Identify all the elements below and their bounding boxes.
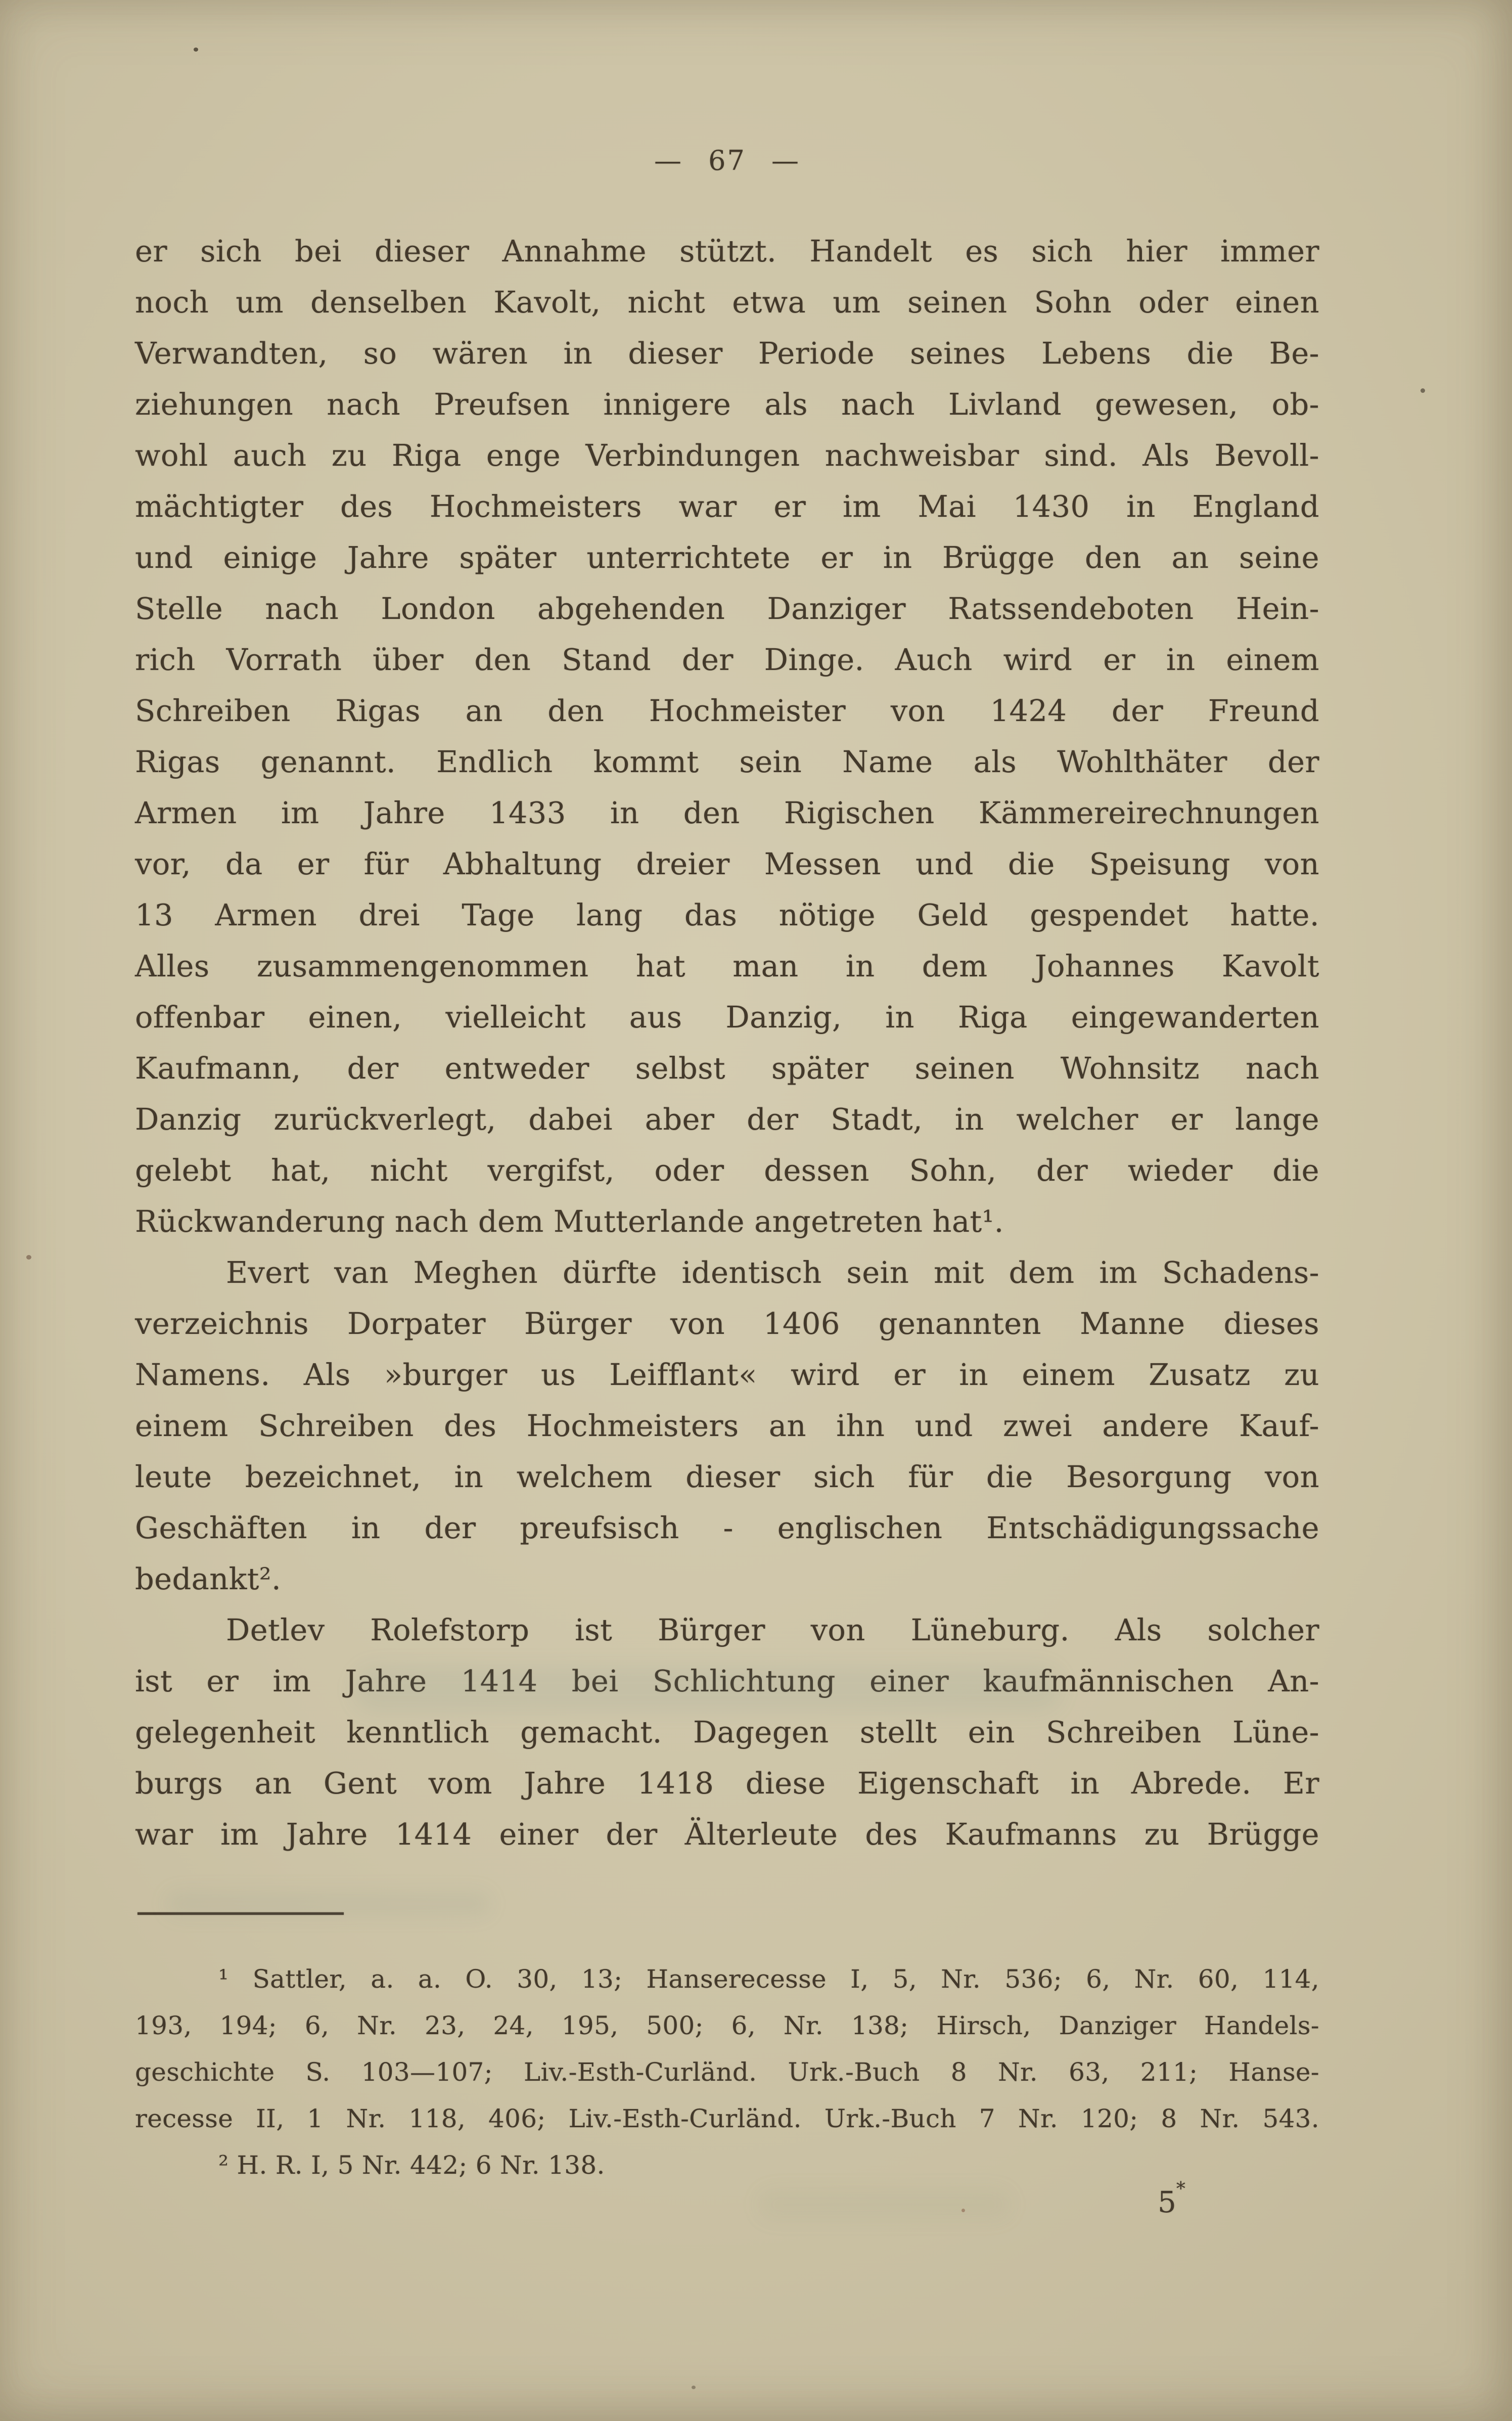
text-line: und einige Jahre später unterrichtete er in Brügge den an seine (135, 540, 1319, 575)
text-line: 13 Armen drei Tage lang das nötige Geld gespendet hatte. (135, 898, 1319, 932)
text-line: recesse II, 1 Nr. 118, 406; Liv.-Esth-Curländ. Urk.-Buch 7 Nr. 120; 8 Nr. 543. (135, 2104, 1319, 2133)
text-line: noch um denselben Kavolt, nicht etwa um seinen Sohn oder einen (135, 285, 1319, 320)
text-line: Kaufmann, der entweder selbst später seinen Wohnsitz nach (135, 1051, 1319, 1086)
text-line: Detlev Rolefstorp ist Bürger von Lüneburg. Als solcher (226, 1612, 1319, 1647)
text-line: leute bezeichnet, in welchem dieser sich für die Besorgung von (135, 1459, 1319, 1494)
text-line: Geschäften in der preufsisch - englischen Entschädigungssache (135, 1510, 1319, 1545)
text-line: Stelle nach London abgehenden Danziger Ratssendeboten Hein- (135, 591, 1319, 626)
text-line: rich Vorrath über den Stand der Dinge. Auch wird er in einem (135, 642, 1319, 677)
text-line: Namens. Als »burger us Leifflant« wird er in einem Zusatz zu (135, 1357, 1319, 1392)
text-line: bedankt². (135, 1561, 282, 1596)
page-number: — 67 — (654, 145, 801, 176)
paper-speck (692, 2386, 696, 2389)
signature-mark (1158, 2174, 1185, 2217)
footnote-separator-rule (138, 1912, 344, 1915)
paper-speck (194, 48, 198, 52)
text-line: ist er im Jahre 1414 bei Schlichtung einer kaufmännischen An- (135, 1664, 1319, 1698)
text-line: offenbar einen, vielleicht aus Danzig, in Riga eingewanderten (135, 1000, 1319, 1035)
paper-speck (26, 1255, 31, 1260)
show-through-stain (758, 2189, 1011, 2220)
footnotes-block (135, 1956, 1319, 2188)
text-line: vor, da er für Abhaltung dreier Messen und die Speisung von (135, 846, 1319, 881)
text-line: Schreiben Rigas an den Hochmeister von 1424 der Freund (135, 693, 1319, 728)
text-line: er sich bei dieser Annahme stützt. Handelt es sich hier immer (135, 234, 1319, 268)
text-line: Evert van Meghen dürfte identisch sein mit dem im Schadens- (226, 1255, 1319, 1290)
text-line: mächtigter des Hochmeisters war er im Mai 1430 in England (135, 489, 1319, 524)
text-line: einem Schreiben des Hochmeisters an ihn und zwei andere Kauf- (135, 1408, 1319, 1443)
signature-star: * (1176, 2179, 1185, 2200)
text-line: gelebt hat, nicht vergifst, oder dessen Sohn, der wieder die (135, 1153, 1319, 1188)
text-line: Danzig zurückverlegt, dabei aber der Stadt, in welcher er lange (135, 1102, 1319, 1137)
text-line: ² H. R. I, 5 Nr. 442; 6 Nr. 138. (218, 2150, 605, 2180)
text-line: Rigas genannt. Endlich kommt sein Name als Wohlthäter der (135, 744, 1319, 779)
text-line: ¹ Sattler, a. a. O. 30, 13; Hanserecesse I, 5, Nr. 536; 6, Nr. 60, 114, (218, 1964, 1319, 1994)
signature-digit: 5 (1158, 2185, 1176, 2219)
text-line: 193, 194; 6, Nr. 23, 24, 195, 500; 6, Nr. 138; Hirsch, Danziger Handels- (135, 2011, 1319, 2040)
paper-speck (1421, 388, 1425, 393)
text-line: war im Jahre 1414 einer der Älterleute des Kaufmanns zu Brügge (135, 1817, 1319, 1852)
text-line: Alles zusammengenommen hat man in dem Johannes Kavolt (135, 949, 1319, 983)
text-line: verzeichnis Dorpater Bürger von 1406 genannten Manne dieses (135, 1306, 1319, 1341)
text-line: Armen im Jahre 1433 in den Rigischen Kämmereirechnungen (135, 795, 1319, 830)
paper-speck (961, 2209, 965, 2212)
text-line: gelegenheit kenntlich gemacht. Dagegen stellt ein Schreiben Lüne- (135, 1715, 1319, 1750)
main-text-block (135, 226, 1319, 1860)
text-line: Rückwanderung nach dem Mutterlande angetreten hat¹. (135, 1204, 1004, 1239)
text-line: geschichte S. 103—107; Liv.-Esth-Curländ. Urk.-Buch 8 Nr. 63, 211; Hanse- (135, 2057, 1319, 2087)
text-line: burgs an Gent vom Jahre 1418 diese Eigenschaft in Abrede. Er (135, 1766, 1319, 1801)
text-line: Verwandten, so wären in dieser Periode seines Lebens die Be- (135, 336, 1319, 371)
text-line: ziehungen nach Preufsen innigere als nach Livland gewesen, ob- (135, 387, 1319, 422)
text-line: wohl auch zu Riga enge Verbindungen nachweisbar sind. Als Bevoll- (135, 438, 1319, 473)
